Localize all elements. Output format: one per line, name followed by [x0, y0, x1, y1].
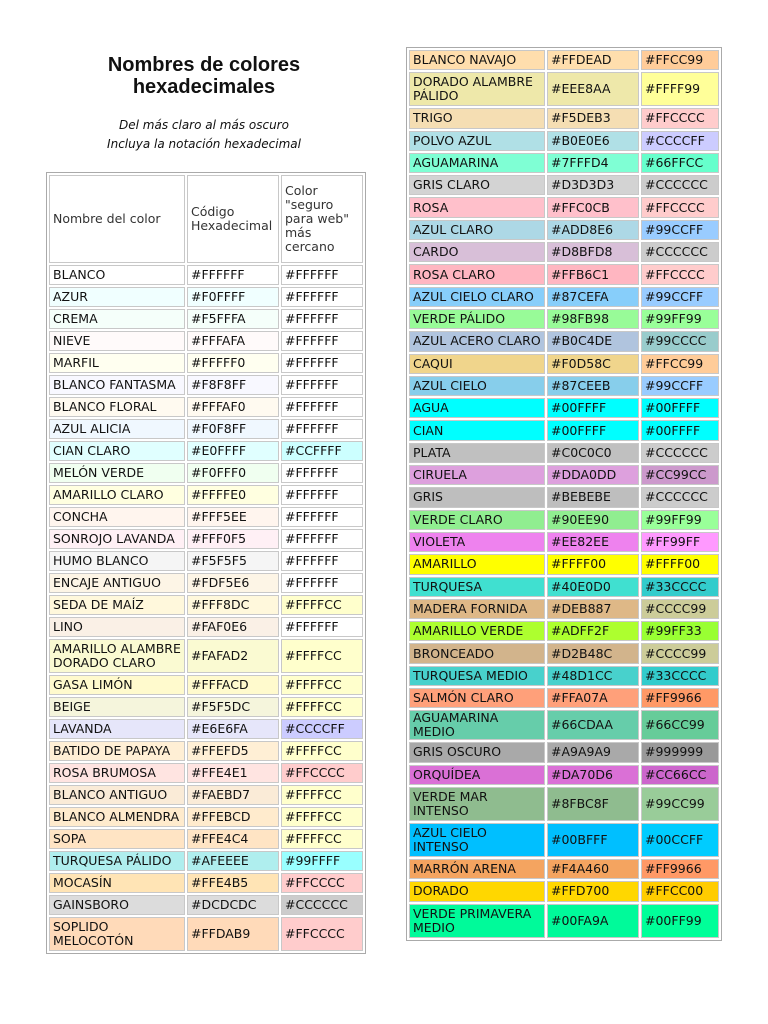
color-name-cell: CREMA	[49, 309, 185, 329]
hex-code-cell: #F5FFFA	[187, 309, 279, 329]
table-row	[409, 376, 719, 396]
color-name-cell: BATIDO DE PAPAYA	[49, 741, 185, 761]
web-safe-cell: #FFFFFF	[281, 617, 363, 637]
color-name-cell: NIEVE	[49, 331, 185, 351]
web-safe-cell: #99FF99	[641, 510, 719, 530]
hex-code-cell: #E0FFFF	[187, 441, 279, 461]
hex-code-cell: #FFFACD	[187, 675, 279, 695]
hex-code-cell: #98FB98	[547, 309, 639, 329]
color-table-right-body	[409, 50, 719, 938]
hex-code-cell: #F4A460	[547, 859, 639, 879]
table-header-row	[49, 175, 363, 263]
web-safe-cell: #CCCCCC	[641, 175, 719, 195]
table-row	[409, 443, 719, 463]
web-safe-cell: #FFFFCC	[281, 741, 363, 761]
web-safe-cell: #FFCCCC	[281, 917, 363, 951]
color-table-left	[46, 172, 366, 954]
hex-code-cell: #EEE8AA	[547, 72, 639, 106]
table-row	[49, 851, 363, 871]
hex-code-cell: #FAFAD2	[187, 639, 279, 673]
color-name-cell: BRONCEADO	[409, 643, 545, 663]
color-name-cell: BLANCO FLORAL	[49, 397, 185, 417]
table-row	[409, 510, 719, 530]
header-color-name: Nombre del color	[49, 175, 185, 263]
web-safe-cell: #FFFFFF	[281, 265, 363, 285]
table-row	[409, 153, 719, 173]
table-row	[49, 873, 363, 893]
table-row	[49, 463, 363, 483]
web-safe-cell: #99CCCC	[641, 331, 719, 351]
table-row	[409, 264, 719, 284]
web-safe-cell: #FFFFFF	[281, 419, 363, 439]
hex-code-cell: #F0FFF0	[187, 463, 279, 483]
color-name-cell: VERDE PÁLIDO	[409, 309, 545, 329]
hex-code-cell: #66CDAA	[547, 710, 639, 740]
hex-code-cell: #FFFAF0	[187, 397, 279, 417]
table-row	[49, 697, 363, 717]
color-name-cell: TURQUESA MEDIO	[409, 666, 545, 686]
color-name-cell: AZUL CIELO INTENSO	[409, 823, 545, 857]
table-row	[409, 175, 719, 195]
color-name-cell: ORQUÍDEA	[409, 765, 545, 785]
hex-code-cell: #00BFFF	[547, 823, 639, 857]
web-safe-cell: #00FF99	[641, 904, 719, 938]
table-row	[409, 354, 719, 374]
table-row	[49, 507, 363, 527]
web-safe-cell: #FFCC99	[641, 354, 719, 374]
color-table-right	[406, 47, 722, 941]
color-name-cell: POLVO AZUL	[409, 131, 545, 151]
web-safe-cell: #CCCC99	[641, 599, 719, 619]
web-safe-cell: #FFFFFF	[281, 551, 363, 571]
hex-code-cell: #90EE90	[547, 510, 639, 530]
color-name-cell: MOCASÍN	[49, 873, 185, 893]
hex-code-cell: #F8F8FF	[187, 375, 279, 395]
table-row	[409, 50, 719, 70]
web-safe-cell: #66CC99	[641, 710, 719, 740]
color-table-left-body	[49, 265, 363, 951]
table-row	[49, 353, 363, 373]
header-hex-code: Código Hexadecimal	[187, 175, 279, 263]
hex-code-cell: #B0C4DE	[547, 331, 639, 351]
web-safe-cell: #CCCCCC	[641, 487, 719, 507]
color-name-cell: CONCHA	[49, 507, 185, 527]
web-safe-cell: #00FFFF	[641, 420, 719, 440]
table-row	[409, 309, 719, 329]
table-row	[409, 72, 719, 106]
hex-code-cell: #FFE4C4	[187, 829, 279, 849]
web-safe-cell: #CCCCFF	[641, 131, 719, 151]
hex-code-cell: #ADFF2F	[547, 621, 639, 641]
web-safe-cell: #FFCC00	[641, 881, 719, 901]
table-row	[49, 675, 363, 695]
color-name-cell: MELÓN VERDE	[49, 463, 185, 483]
color-name-cell: SOPLIDO MELOCOTÓN	[49, 917, 185, 951]
web-safe-cell: #33CCCC	[641, 577, 719, 597]
web-safe-cell: #66FFCC	[641, 153, 719, 173]
web-safe-cell: #FFFFFF	[281, 353, 363, 373]
hex-code-cell: #FFE4B5	[187, 873, 279, 893]
web-safe-cell: #FFFFCC	[281, 595, 363, 615]
hex-code-cell: #FFB6C1	[547, 264, 639, 284]
table-row	[409, 666, 719, 686]
hex-code-cell: #48D1CC	[547, 666, 639, 686]
color-name-cell: VERDE CLARO	[409, 510, 545, 530]
hex-code-cell: #F5F5F5	[187, 551, 279, 571]
web-safe-cell: #FF99FF	[641, 532, 719, 552]
web-safe-cell: #CCCCFF	[281, 719, 363, 739]
web-safe-cell: #CC99CC	[641, 465, 719, 485]
table-row	[49, 741, 363, 761]
table-row	[49, 807, 363, 827]
color-name-cell: BLANCO NAVAJO	[409, 50, 545, 70]
color-name-cell: BEIGE	[49, 697, 185, 717]
table-row	[49, 573, 363, 593]
table-row	[49, 895, 363, 915]
table-row	[49, 529, 363, 549]
color-name-cell: TRIGO	[409, 108, 545, 128]
table-row	[49, 551, 363, 571]
hex-code-cell: #FFF0F5	[187, 529, 279, 549]
hex-code-cell: #FFEFD5	[187, 741, 279, 761]
color-name-cell: BLANCO FANTASMA	[49, 375, 185, 395]
web-safe-cell: #FF9966	[641, 859, 719, 879]
color-name-cell: ENCAJE ANTIGUO	[49, 573, 185, 593]
hex-code-cell: #FFD700	[547, 881, 639, 901]
web-safe-cell: #999999	[641, 742, 719, 762]
hex-code-cell: #FFE4E1	[187, 763, 279, 783]
hex-code-cell: #FFFFE0	[187, 485, 279, 505]
web-safe-cell: #FFFFCC	[281, 807, 363, 827]
hex-code-cell: #40E0D0	[547, 577, 639, 597]
web-safe-cell: #CCCCCC	[641, 443, 719, 463]
table-row	[409, 487, 719, 507]
hex-code-cell: #FAEBD7	[187, 785, 279, 805]
color-name-cell: HUMO BLANCO	[49, 551, 185, 571]
color-name-cell: AZUR	[49, 287, 185, 307]
table-row	[409, 621, 719, 641]
table-row	[409, 688, 719, 708]
color-name-cell: SALMÓN CLARO	[409, 688, 545, 708]
color-name-cell: SONROJO LAVANDA	[49, 529, 185, 549]
hex-code-cell: #F5F5DC	[187, 697, 279, 717]
subtitle-line-2: Incluya la notación hexadecimal	[107, 137, 301, 151]
web-safe-cell: #FFCCCC	[281, 763, 363, 783]
table-row	[409, 765, 719, 785]
color-name-cell: AMARILLO ALAMBRE DORADO CLARO	[49, 639, 185, 673]
color-name-cell: DORADO	[409, 881, 545, 901]
web-safe-cell: #00FFFF	[641, 398, 719, 418]
color-name-cell: AZUL CIELO CLARO	[409, 287, 545, 307]
web-safe-cell: #FFFFFF	[281, 331, 363, 351]
hex-code-cell: #DDA0DD	[547, 465, 639, 485]
web-safe-cell: #FFFF00	[641, 554, 719, 574]
color-name-cell: AZUL ALICIA	[49, 419, 185, 439]
table-row	[409, 398, 719, 418]
hex-code-cell: #BEBEBE	[547, 487, 639, 507]
table-row	[409, 742, 719, 762]
web-safe-cell: #FFFFCC	[281, 697, 363, 717]
hex-code-cell: #FDF5E6	[187, 573, 279, 593]
hex-code-cell: #D2B48C	[547, 643, 639, 663]
hex-code-cell: #FFFFFF	[187, 265, 279, 285]
web-safe-cell: #FFCC99	[641, 50, 719, 70]
hex-code-cell: #AFEEEE	[187, 851, 279, 871]
page-subtitle	[48, 116, 360, 154]
table-row	[409, 823, 719, 857]
table-row	[49, 639, 363, 673]
web-safe-cell: #CCCCCC	[281, 895, 363, 915]
color-name-cell: VIOLETA	[409, 532, 545, 552]
hex-code-cell: #8FBC8F	[547, 787, 639, 821]
color-name-cell: AGUAMARINA	[409, 153, 545, 173]
hex-code-cell: #EE82EE	[547, 532, 639, 552]
table-row	[409, 465, 719, 485]
hex-code-cell: #00FFFF	[547, 420, 639, 440]
hex-code-cell: #7FFFD4	[547, 153, 639, 173]
color-name-cell: AZUL ACERO CLARO	[409, 331, 545, 351]
hex-code-cell: #D8BFD8	[547, 242, 639, 262]
color-name-cell: LAVANDA	[49, 719, 185, 739]
web-safe-cell: #99CC99	[641, 787, 719, 821]
hex-code-cell: #A9A9A9	[547, 742, 639, 762]
web-safe-cell: #FF9966	[641, 688, 719, 708]
hex-code-cell: #FFDEAD	[547, 50, 639, 70]
color-name-cell: ROSA CLARO	[409, 264, 545, 284]
hex-code-cell: #ADD8E6	[547, 220, 639, 240]
hex-code-cell: #FFFF00	[547, 554, 639, 574]
page-title: Nombres de colores hexadecimales	[107, 54, 301, 98]
table-row	[409, 710, 719, 740]
web-safe-cell: #FFFFFF	[281, 485, 363, 505]
color-name-cell: CIAN CLARO	[49, 441, 185, 461]
table-row	[49, 309, 363, 329]
web-safe-cell: #FFFFFF	[281, 397, 363, 417]
hex-code-cell: #00FFFF	[547, 398, 639, 418]
table-row	[409, 904, 719, 938]
web-safe-cell: #FFFF99	[641, 72, 719, 106]
web-safe-cell: #CCCCCC	[641, 242, 719, 262]
table-row	[409, 108, 719, 128]
hex-code-cell: #FFF5EE	[187, 507, 279, 527]
color-name-cell: ROSA	[409, 197, 545, 217]
hex-code-cell: #F5DEB3	[547, 108, 639, 128]
color-name-cell: GAINSBORO	[49, 895, 185, 915]
color-name-cell: ROSA BRUMOSA	[49, 763, 185, 783]
web-safe-cell: #FFFFFF	[281, 507, 363, 527]
color-name-cell: GASA LIMÓN	[49, 675, 185, 695]
hex-code-cell: #DEB887	[547, 599, 639, 619]
table-row	[49, 785, 363, 805]
hex-code-cell: #FAF0E6	[187, 617, 279, 637]
table-row	[409, 643, 719, 663]
table-row	[409, 577, 719, 597]
hex-code-cell: #F0D58C	[547, 354, 639, 374]
hex-code-cell: #00FA9A	[547, 904, 639, 938]
color-name-cell: AGUA	[409, 398, 545, 418]
web-safe-cell: #99FF33	[641, 621, 719, 641]
web-safe-cell: #FFFFFF	[281, 309, 363, 329]
color-name-cell: SOPA	[49, 829, 185, 849]
web-safe-cell: #CCCC99	[641, 643, 719, 663]
hex-code-cell: #D3D3D3	[547, 175, 639, 195]
web-safe-cell: #99CCFF	[641, 220, 719, 240]
color-name-cell: CARDO	[409, 242, 545, 262]
color-name-cell: CAQUI	[409, 354, 545, 374]
color-name-cell: VERDE PRIMAVERA MEDIO	[409, 904, 545, 938]
web-safe-cell: #99CCFF	[641, 376, 719, 396]
table-row	[49, 719, 363, 739]
table-row	[49, 441, 363, 461]
web-safe-cell: #FFCCCC	[641, 264, 719, 284]
web-safe-cell: #99FF99	[641, 309, 719, 329]
table-row	[49, 397, 363, 417]
hex-code-cell: #F0F8FF	[187, 419, 279, 439]
web-safe-cell: #FFFFFF	[281, 375, 363, 395]
table-row	[49, 419, 363, 439]
color-name-cell: GRIS OSCURO	[409, 742, 545, 762]
color-name-cell: DORADO ALAMBRE PÁLIDO	[409, 72, 545, 106]
table-row	[409, 859, 719, 879]
color-name-cell: MADERA FORNIDA	[409, 599, 545, 619]
web-safe-cell: #FFFFFF	[281, 529, 363, 549]
color-name-cell: AMARILLO	[409, 554, 545, 574]
color-name-cell: BLANCO	[49, 265, 185, 285]
web-safe-cell: #FFCCCC	[641, 108, 719, 128]
table-row	[49, 375, 363, 395]
hex-code-cell: #FFF8DC	[187, 595, 279, 615]
web-safe-cell: #33CCCC	[641, 666, 719, 686]
table-row	[409, 420, 719, 440]
color-name-cell: VERDE MAR INTENSO	[409, 787, 545, 821]
table-row	[409, 287, 719, 307]
color-name-cell: LINO	[49, 617, 185, 637]
web-safe-cell: #99FFFF	[281, 851, 363, 871]
table-row	[49, 331, 363, 351]
table-row	[409, 197, 719, 217]
color-name-cell: BLANCO ALMENDRA	[49, 807, 185, 827]
web-safe-cell: #FFFFFF	[281, 287, 363, 307]
color-name-cell: PLATA	[409, 443, 545, 463]
color-name-cell: AMARILLO CLARO	[49, 485, 185, 505]
table-row	[49, 917, 363, 951]
color-name-cell: BLANCO ANTIGUO	[49, 785, 185, 805]
hex-code-cell: #FFEBCD	[187, 807, 279, 827]
web-safe-cell: #FFFFCC	[281, 829, 363, 849]
table-row	[409, 554, 719, 574]
web-safe-cell: #CCFFFF	[281, 441, 363, 461]
color-name-cell: GRIS CLARO	[409, 175, 545, 195]
color-name-cell: GRIS	[409, 487, 545, 507]
web-safe-cell: #FFFFCC	[281, 675, 363, 695]
color-name-cell: AGUAMARINA MEDIO	[409, 710, 545, 740]
web-safe-cell: #FFFFFF	[281, 573, 363, 593]
hex-code-cell: #FFC0CB	[547, 197, 639, 217]
color-name-cell: MARFIL	[49, 353, 185, 373]
color-name-cell: TURQUESA	[409, 577, 545, 597]
table-row	[49, 265, 363, 285]
table-row	[49, 829, 363, 849]
web-safe-cell: #CC66CC	[641, 765, 719, 785]
subtitle-line-1: Del más claro al más oscuro	[119, 118, 289, 132]
web-safe-cell: #FFFFCC	[281, 785, 363, 805]
web-safe-cell: #FFCCCC	[281, 873, 363, 893]
hex-code-cell: #FFFFF0	[187, 353, 279, 373]
hex-code-cell: #87CEEB	[547, 376, 639, 396]
table-row	[409, 881, 719, 901]
web-safe-cell: #FFCCCC	[641, 197, 719, 217]
color-name-cell: AZUL CLARO	[409, 220, 545, 240]
table-row	[409, 599, 719, 619]
table-row	[49, 485, 363, 505]
table-row	[409, 532, 719, 552]
hex-code-cell: #FFDAB9	[187, 917, 279, 951]
table-row	[49, 595, 363, 615]
hex-code-cell: #FFFAFA	[187, 331, 279, 351]
color-name-cell: CIRUELA	[409, 465, 545, 485]
table-row	[409, 131, 719, 151]
hex-code-cell: #B0E0E6	[547, 131, 639, 151]
hex-code-cell: #FFA07A	[547, 688, 639, 708]
table-row	[409, 331, 719, 351]
header-web-safe: Color "seguro para web" más cercano	[281, 175, 363, 263]
table-row	[409, 787, 719, 821]
table-row	[49, 617, 363, 637]
color-name-cell: TURQUESA PÁLIDO	[49, 851, 185, 871]
table-row	[49, 287, 363, 307]
web-safe-cell: #99CCFF	[641, 287, 719, 307]
hex-code-cell: #E6E6FA	[187, 719, 279, 739]
hex-code-cell: #87CEFA	[547, 287, 639, 307]
table-row	[409, 242, 719, 262]
color-name-cell: MARRÓN ARENA	[409, 859, 545, 879]
color-name-cell: AMARILLO VERDE	[409, 621, 545, 641]
web-safe-cell: #FFFFCC	[281, 639, 363, 673]
table-row	[49, 763, 363, 783]
hex-code-cell: #DCDCDC	[187, 895, 279, 915]
color-name-cell: SEDA DE MAÍZ	[49, 595, 185, 615]
hex-code-cell: #DA70D6	[547, 765, 639, 785]
color-name-cell: AZUL CIELO	[409, 376, 545, 396]
color-name-cell: CIAN	[409, 420, 545, 440]
web-safe-cell: #FFFFFF	[281, 463, 363, 483]
table-row	[409, 220, 719, 240]
hex-code-cell: #F0FFFF	[187, 287, 279, 307]
hex-code-cell: #C0C0C0	[547, 443, 639, 463]
web-safe-cell: #00CCFF	[641, 823, 719, 857]
